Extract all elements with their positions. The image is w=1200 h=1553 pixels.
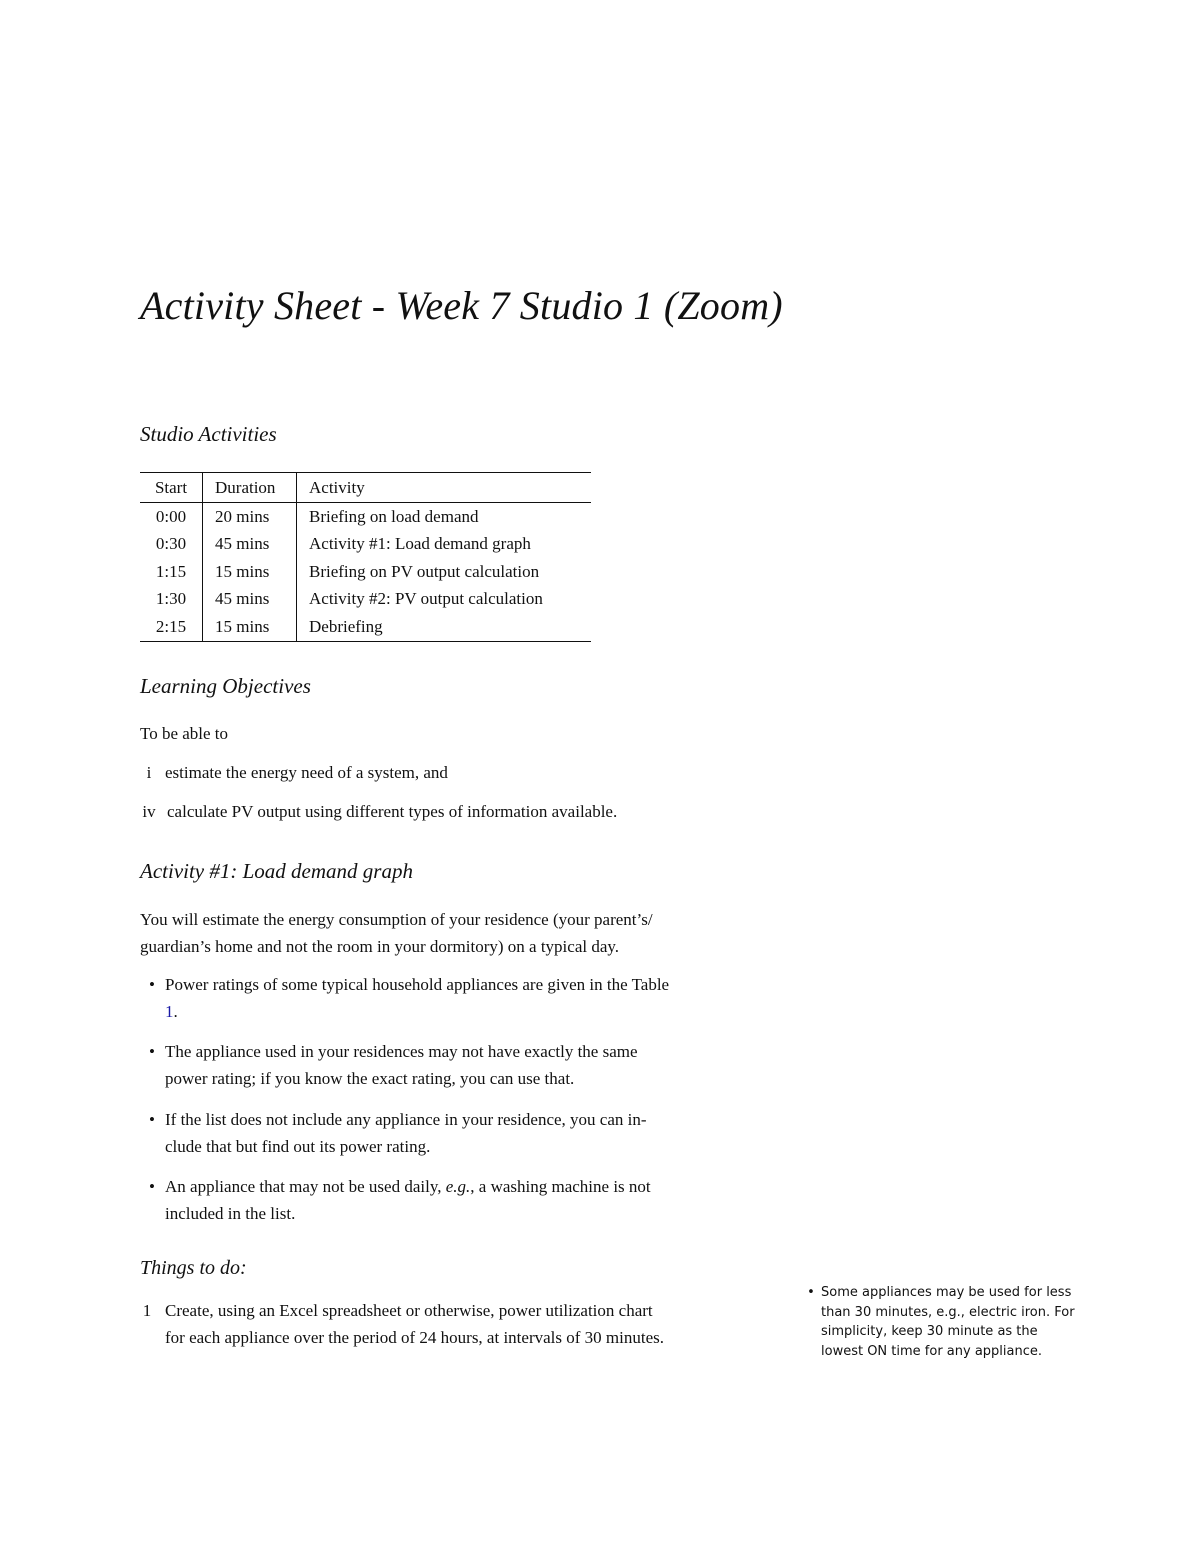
bullet-line-post: , a washing machine is not <box>470 1177 651 1196</box>
bullet-marker: • <box>149 1042 155 1061</box>
bullet-item <box>140 971 760 1025</box>
bullet-line-emphasis: e.g. <box>445 1177 471 1196</box>
cell-duration: 20 mins <box>203 503 297 531</box>
objective-text: estimate the energy need of a system, and <box>165 763 448 782</box>
objective-item <box>140 759 760 786</box>
todo-line: Create, using an Excel spreadsheet or otherwise, power utilization chart <box>165 1301 653 1320</box>
cell-duration: 45 mins <box>203 586 297 614</box>
bullet-line-pre: An appliance that may not be used daily, <box>165 1177 446 1196</box>
cell-activity: Activity #1: Load demand graph <box>309 534 531 554</box>
cell-activity: Briefing on load demand <box>309 506 479 526</box>
bullet-line: clude that but find out its power rating. <box>165 1137 431 1156</box>
table-row <box>140 531 591 559</box>
activity1-intro <box>140 906 653 960</box>
list-marker: iv <box>142 802 156 821</box>
bullet-line: included in the list. <box>165 1204 296 1223</box>
objectives-intro: To be able to <box>140 724 229 743</box>
bullet-text <box>140 1173 760 1227</box>
bullet-line: power rating; if you know the exact rating, you can use that. <box>165 1069 575 1088</box>
cell-duration: 15 mins <box>203 558 297 586</box>
learning-objectives-heading: Learning Objectives <box>140 674 311 698</box>
objective-text: calculate PV output using different types of information available. <box>167 802 618 821</box>
bullet-marker: • <box>149 1177 155 1196</box>
table-reference-link[interactable]: 1 <box>165 1002 174 1021</box>
bullet-text <box>140 971 760 1025</box>
cell-duration: 45 mins <box>203 531 297 559</box>
page-title: Activity Sheet - Week 7 Studio 1 (Zoom) <box>140 283 783 328</box>
activity1-intro-line: You will estimate the energy consumption of your residence (your parent’s/ <box>140 910 653 929</box>
bullet-text <box>140 1038 760 1092</box>
bullet-item <box>140 1173 760 1227</box>
cell-activity: Debriefing <box>309 616 383 636</box>
cell-start: 1:15 <box>140 558 203 586</box>
bullet-item <box>140 1038 760 1092</box>
bullet-line-tail: . <box>173 1002 178 1021</box>
cell-start: 0:00 <box>140 503 203 531</box>
cell-start: 1:30 <box>140 586 203 614</box>
column-header-duration: Duration <box>203 473 297 503</box>
todo-item <box>140 1297 780 1351</box>
margin-note <box>804 1283 1079 1361</box>
bullet-marker: • <box>149 975 155 994</box>
cell-activity: Briefing on PV output calculation <box>309 561 540 581</box>
cell-start: 2:15 <box>140 613 203 641</box>
bullet-text <box>140 1106 760 1160</box>
column-header-activity: Activity <box>297 473 592 503</box>
table-row <box>140 586 591 614</box>
table-row <box>140 613 591 641</box>
activity1-intro-line: guardian’s home and not the room in your dormitory) on a typical day. <box>140 937 620 956</box>
bullet-line: The appliance used in your residences may not have exactly the same <box>165 1042 638 1061</box>
table-row <box>140 503 591 531</box>
list-marker: 1 <box>142 1301 152 1320</box>
bullet-marker: • <box>807 1285 815 1300</box>
bullet-marker: • <box>149 1110 155 1129</box>
bullet-item <box>140 1106 760 1160</box>
margin-note-text: Some appliances may be used for less than 30 minutes, e.g., electric iron. For simplicity, keep 30 minute as the lowest ON time for any appliance. <box>821 1285 1075 1359</box>
bullet-line: If the list does not include any appliance in your residence, you can in- <box>165 1110 647 1129</box>
todo-line: for each appliance over the period of 24 hours, at intervals of 30 minutes. <box>165 1328 664 1347</box>
cell-duration: 15 mins <box>203 613 297 641</box>
cell-activity: Activity #2: PV output calculation <box>309 589 543 609</box>
cell-start: 0:30 <box>140 531 203 559</box>
table-row <box>140 558 591 586</box>
studio-activities-heading: Studio Activities <box>140 422 277 446</box>
objective-item <box>140 798 760 825</box>
list-marker: i <box>146 763 152 782</box>
table-header-row <box>140 473 591 503</box>
things-to-do-heading: Things to do: <box>140 1257 247 1279</box>
bullet-line: Power ratings of some typical household appliances are given in the Table <box>165 975 670 994</box>
column-header-start: Start <box>140 473 203 503</box>
activity1-heading: Activity #1: Load demand graph <box>140 859 413 883</box>
todo-text <box>140 1297 780 1351</box>
schedule-table <box>140 472 591 642</box>
